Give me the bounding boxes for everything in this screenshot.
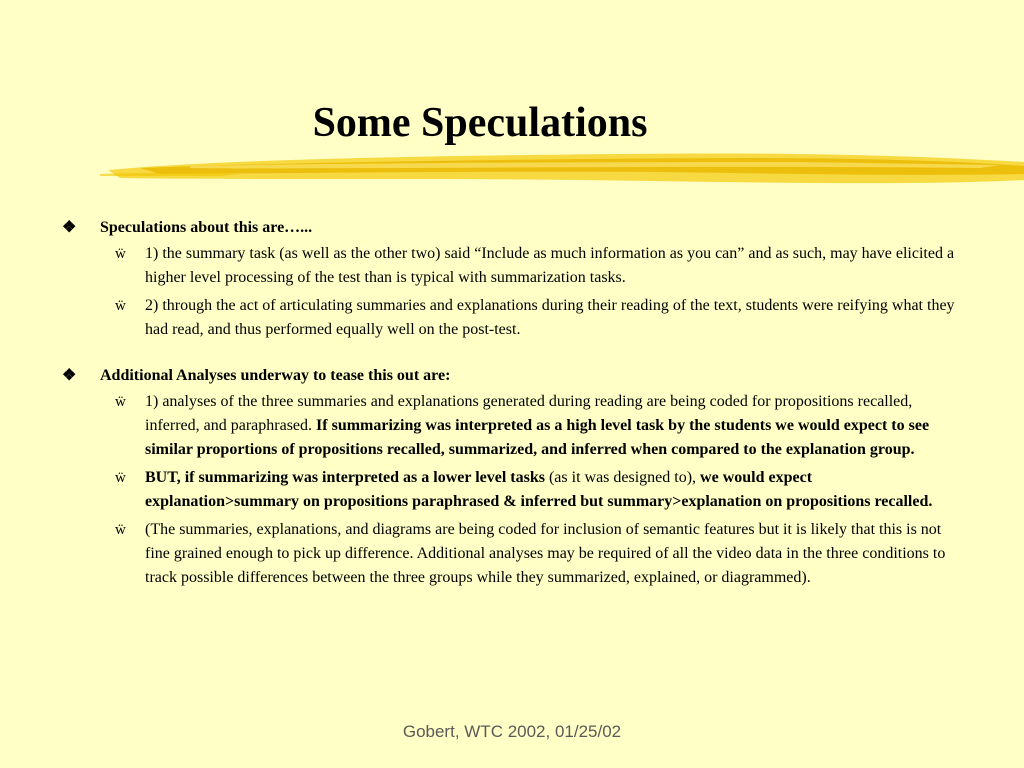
slide-footer: Gobert, WTC 2002, 01/25/02 bbox=[402, 722, 622, 741]
list-item bbox=[62, 390, 962, 462]
slide-title: Some Speculations bbox=[312, 100, 648, 146]
list-item-text: (The summaries, explanations, and diagrams are being coded for inclusion of semantic features but it is likely that this is not fine grained enough to pick up difference. Additional analyses may be required of all the video data in the three conditions to track possible differences between the three groups while they summarized, explained, or diagrammed). bbox=[145, 521, 946, 586]
list-item bbox=[62, 242, 962, 290]
list-item bbox=[62, 466, 962, 514]
diamond-bullet-icon: ❖ bbox=[62, 367, 77, 384]
section-heading bbox=[62, 216, 962, 240]
diamond-bullet-icon: ❖ bbox=[62, 219, 77, 236]
list-item-emphasis: we would expect explanation>summary on propositions paraphrased & inferred but summary>explanation on propositions recalled. bbox=[145, 469, 933, 510]
section-heading-text: Additional Analyses underway to tease this out are: bbox=[100, 367, 451, 384]
section-spacer bbox=[62, 346, 962, 364]
list-item-text: (as it was designed to), bbox=[544, 469, 701, 486]
slide-body bbox=[62, 216, 962, 594]
list-item bbox=[62, 518, 962, 590]
list-item-emphasis: If summarizing was interpreted as a high level task by the students we would expect to see similar proportions of propositions recalled, summarized, and inferred when compared to the explanation group. bbox=[145, 417, 930, 458]
section-heading bbox=[62, 364, 962, 388]
list-item-text: 1) the summary task (as well as the other two) said “Include as much information as you can” and as such, may have elicited a higher level processing of the test than is typical with summarization tasks. bbox=[145, 245, 955, 286]
list-item-text: 2) through the act of articulating summaries and explanations during their reading of the text, students were reifying what they had read, and thus performed equally well on the post-test. bbox=[145, 297, 955, 338]
sub-bullet-icon: ẅ bbox=[115, 394, 126, 410]
list-item bbox=[62, 294, 962, 342]
sub-bullet-icon: ẅ bbox=[115, 470, 126, 486]
title-underline-brushstroke bbox=[100, 146, 1024, 190]
sub-bullet-icon: ẅ bbox=[115, 298, 126, 314]
list-item-text: 1) analyses of the three summaries and explanations generated during reading are being coded for propositions recalled, inferred, and paraphrased. bbox=[145, 393, 913, 434]
sub-bullet-icon: ẅ bbox=[115, 522, 126, 538]
section-heading-text: Speculations about this are…... bbox=[100, 219, 313, 236]
list-item-emphasis: BUT, if summarizing was interpreted as a lower level tasks bbox=[145, 469, 545, 486]
sub-bullet-icon: ẅ bbox=[115, 246, 126, 262]
